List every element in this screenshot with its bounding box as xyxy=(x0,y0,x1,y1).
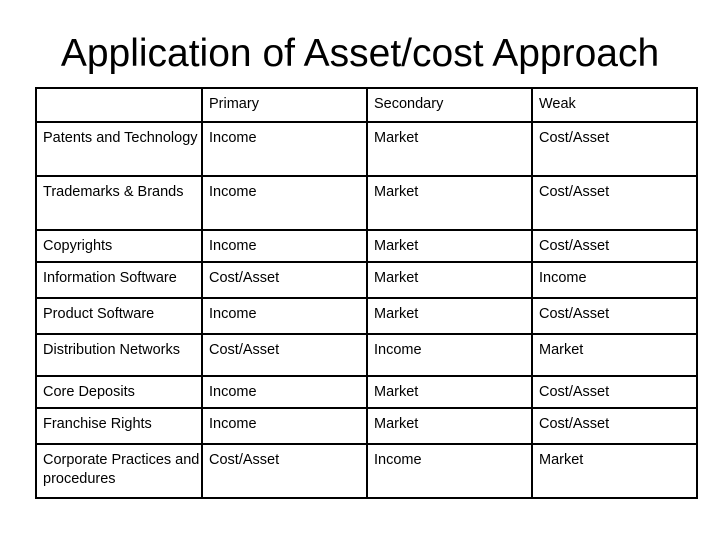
row-label-cell: Copyrights xyxy=(36,230,202,262)
weak-cell: Cost/Asset xyxy=(532,122,697,176)
secondary-cell: Market xyxy=(367,408,532,444)
secondary-cell: Market xyxy=(367,230,532,262)
primary-cell: Income xyxy=(202,408,367,444)
approach-table xyxy=(35,87,698,499)
header-cell-primary: Primary xyxy=(202,88,367,122)
table-row xyxy=(36,122,697,176)
secondary-cell: Income xyxy=(367,444,532,498)
primary-cell: Cost/Asset xyxy=(202,334,367,376)
table-row xyxy=(36,262,697,298)
row-label-cell: Core Deposits xyxy=(36,376,202,408)
table-row xyxy=(36,230,697,262)
row-label-cell: Distribution Networks xyxy=(36,334,202,376)
header-cell-weak: Weak xyxy=(532,88,697,122)
header-cell-corner xyxy=(36,88,202,122)
weak-cell: Income xyxy=(532,262,697,298)
primary-cell: Income xyxy=(202,230,367,262)
row-label-cell: Information Software xyxy=(36,262,202,298)
row-label-cell: Patents and Technology xyxy=(36,122,202,176)
weak-cell: Cost/Asset xyxy=(532,408,697,444)
table-row xyxy=(36,334,697,376)
table-row xyxy=(36,408,697,444)
secondary-cell: Market xyxy=(367,376,532,408)
weak-cell: Market xyxy=(532,334,697,376)
slide-title: Application of Asset/cost Approach xyxy=(60,32,660,75)
weak-cell: Cost/Asset xyxy=(532,376,697,408)
primary-cell: Income xyxy=(202,298,367,334)
primary-cell: Cost/Asset xyxy=(202,262,367,298)
secondary-cell: Market xyxy=(367,176,532,230)
header-cell-secondary: Secondary xyxy=(367,88,532,122)
primary-cell: Income xyxy=(202,176,367,230)
secondary-cell: Market xyxy=(367,122,532,176)
table-header-row xyxy=(36,88,697,122)
table-row xyxy=(36,298,697,334)
row-label-cell: Product Software xyxy=(36,298,202,334)
primary-cell: Income xyxy=(202,122,367,176)
primary-cell: Cost/Asset xyxy=(202,444,367,498)
table-row xyxy=(36,376,697,408)
row-label-cell: Corporate Practices and procedures xyxy=(36,444,202,498)
row-label-cell: Trademarks & Brands xyxy=(36,176,202,230)
weak-cell: Cost/Asset xyxy=(532,176,697,230)
table-row xyxy=(36,444,697,498)
weak-cell: Cost/Asset xyxy=(532,298,697,334)
secondary-cell: Market xyxy=(367,262,532,298)
weak-cell: Market xyxy=(532,444,697,498)
secondary-cell: Market xyxy=(367,298,532,334)
primary-cell: Income xyxy=(202,376,367,408)
weak-cell: Cost/Asset xyxy=(532,230,697,262)
row-label-cell: Franchise Rights xyxy=(36,408,202,444)
secondary-cell: Income xyxy=(367,334,532,376)
table-row xyxy=(36,176,697,230)
